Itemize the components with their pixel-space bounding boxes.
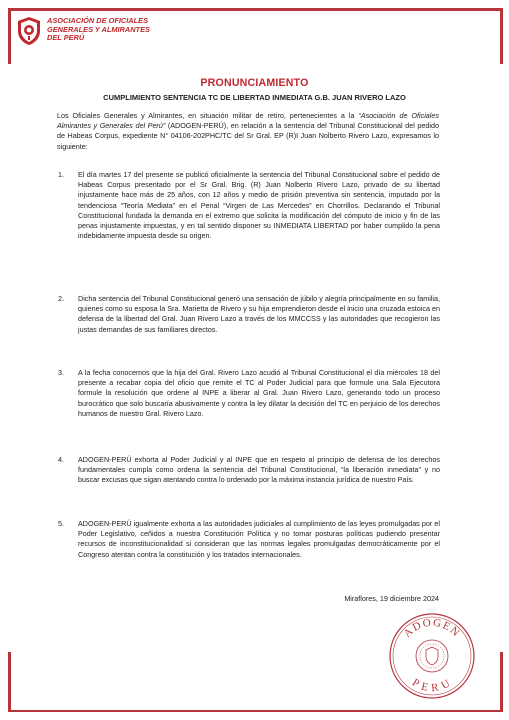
org-name [47, 17, 150, 43]
document-subtitle: CUMPLIMIENTO SENTENCIA TC DE LIBERTAD INMEDIATA G.B. JUAN RIVERO LAZO [103, 93, 406, 102]
point-text: A la fecha conocemos que la hija del Gral. Rivero Lazo acudió al Tribunal Constitucional el día miércoles 18 del presente a recabar copia del oficio que remite el TC al Poder Judicial para que formule una Sala Ejecutora formule la resolución que ordene al INPE a liberar al Gral. Juan Rivero Lazo, generando todo un proceso burocrático que solo buscaría abusivamente y contra la ley dilatar la decisión del TC en perjuicio de los derechos humanos de nuestro Gral. Rivero Lazo. [78, 368, 440, 418]
org-name-line-2: GENERALES Y ALMIRANTES [47, 24, 150, 34]
frame-bottom-left-line [8, 652, 11, 712]
seal-bottom-text: PERU [409, 676, 454, 695]
frame-right-line [500, 8, 503, 64]
org-name-line-3: DEL PERÚ [47, 33, 85, 43]
document-title: PRONUNCIAMIENTO [200, 77, 309, 89]
intro-text-2: (ADOGEN-PERÚ), en relación a la sentencia del Tribunal Constitucional del pedido de Habeas Corpus, expediente N° 04106-202PHC/TC del Sr Gral. EP (R)I Juan Nolberto Rivero Lazo, expresamos lo siguiente: [57, 121, 439, 151]
adogen-seal [388, 612, 476, 700]
frame-bottom-right-line [500, 652, 503, 712]
point-number: 2. [58, 294, 64, 303]
point-number: 4. [58, 455, 64, 464]
intro-text-1: Los Oficiales Generales y Almirantes, en situación militar de retiro, pertenecientes a la [57, 111, 359, 120]
point-text: El día martes 17 del presente se publicó oficialmente la sentencia del Tribunal Constitucional sobre el pedido de Habeas Corpus presentado por el Sr Gral. Brig. (R) Juan Nolberto Rivero Lazo, privado de su libertad injustamente hace más de 25 años, con 12 años y medio de prisión preventiva sin sentencia, imputado por la tendenciosa “Teoría Mediata” en el Penal “Virgen de Las Mercedes” en Chorrillos. Declarando el Tribunal Constitucional fundada la demanda en el extremo que solicita la modificación del cómputo de inicio y fin de las penas injustamente impuestas, y en tal sentido disponer su INMEDIATA LIBERTAD por haber cumplido la pena indebidamente impuesta desde su origen. [78, 170, 440, 241]
seal-top-text: ADOGEN [401, 616, 463, 640]
intro-paragraph [57, 111, 439, 152]
org-name-line-1: ASOCIACIÓN DE OFICIALES [47, 16, 149, 25]
point-number: 5. [58, 519, 64, 528]
intro-org-name: “Asociación de Oficiales Almirantes y Generales del Perú” [57, 111, 439, 131]
point-number: 1. [58, 170, 64, 179]
frame-top-line [8, 8, 501, 11]
point-text: Dicha sentencia del Tribunal Constitucional generó una sensación de júbilo y alegría principalmente en su familia, quienes como su esposa la Sra. Marietta de Rivero y su hija emprendieron desde el inicio una cruzada estoica en defensa de la libertad del Gral. Juan Rivero Lazo a través de los MMCCSS y las autoridades que recogieron las justas demandas de sus familiares directos. [78, 294, 440, 334]
point-text: ADOGEN-PERÚ exhorta al Poder Judicial y al INPE que en respeto al principio de defensa de los derechos fundamentales cumpla como ordena la sentencia del Tribunal Constitucional, “la liberación inmediata” y no buscar excusas que sigan atentando contra lo ordenado por la máxima instancia jurídica de nuestro País. [78, 455, 440, 485]
point-text: ADOGEN-PERÚ igualmente exhorta a las autoridades judiciales al cumplimiento de las leyes promulgadas por el Poder Legislativo, ceñidos a nuestra Constitución Política y no tomar posturas políticas pudiendo presentar recursos de inconstitucionalidad si consideran que las normas legales promulgadas democráticamente por el Congreso atentan contra la constitución y los tratados internacionales. [78, 519, 440, 559]
frame-left-line [8, 8, 11, 64]
org-logo-icon [16, 16, 42, 46]
date-line: Miraflores, 19 diciembre 2024 [344, 594, 439, 603]
point-number: 3. [58, 368, 64, 377]
frame-bottom-line [8, 710, 501, 712]
